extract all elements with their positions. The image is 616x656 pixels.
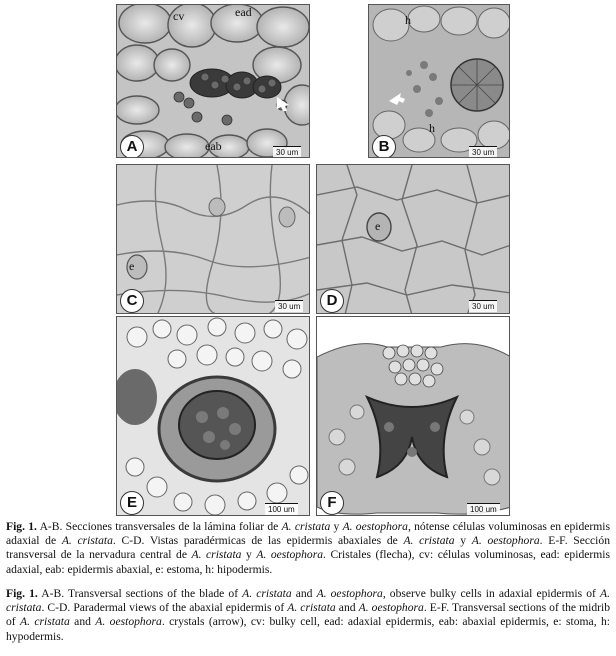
taxon-name: A. oestophora (95, 615, 162, 629)
panel-b-image (369, 5, 510, 158)
caption-text: . E-F. Transversal sections of the midrib of (6, 601, 610, 629)
caption-text: . Cristales (flecha), cv: células voluminosas, ead: epidermis adaxial, eab: epidermis abaxial, e: estoma, h: hipodermis. (6, 548, 611, 576)
caption-text: and (335, 601, 359, 615)
micrograph-panel-b (368, 4, 510, 158)
panel-label-f: F (320, 491, 344, 515)
panel-label-c: C (120, 289, 144, 313)
scale-bar-b: 30 um (469, 146, 497, 158)
micrograph-panel-f (316, 316, 510, 516)
taxon-name: A. cristata (403, 534, 455, 548)
caption-text: . crystals (arrow), cv: bulky cell, ead: adaxial epidermis, eab: abaxial epidermis, e: stoma, h: hypodermis. (6, 615, 610, 643)
annotation-ead: ead (235, 5, 252, 19)
micrograph-panel-e (116, 316, 310, 516)
figure-caption-spanish (6, 520, 610, 577)
annotation-e: e (375, 219, 381, 233)
caption-text: , observe bulky cells in adaxial epidermis of (382, 587, 601, 600)
panel-a-image (117, 5, 310, 158)
taxon-name: A. cristata (242, 587, 292, 600)
caption-text: . C-D. Vistas paradérmicas de las epidermis abaxiales de (112, 534, 404, 548)
caption-text: y (330, 520, 343, 533)
scale-bar-c: 30 um (275, 300, 303, 312)
caption-text: y (454, 534, 472, 548)
caption-text: and (69, 615, 96, 629)
caption-text: A-B. Transversal sections of the blade of (37, 587, 243, 600)
panel-e-image (117, 317, 310, 516)
scale-bar-a: 30 um (273, 146, 301, 158)
taxon-name: A. oestophora (342, 520, 408, 533)
annotation-h-bottom: h (429, 121, 435, 135)
taxon-name: A. oestophora (358, 601, 424, 615)
taxon-name: A. cristata (20, 615, 70, 629)
caption-text: . E-F. Sección transversal de la nervadura central de (6, 534, 610, 562)
annotation-cv: cv (173, 9, 185, 23)
micrograph-panel-c (116, 164, 310, 314)
figure-caption-english (6, 587, 610, 644)
taxon-name: A. cristata (287, 601, 336, 615)
caption-text: A-B. Secciones transversales de la lámina foliar de (36, 520, 282, 533)
annotation-eab: eab (205, 139, 222, 153)
caption-fig-label: Fig. 1. (6, 520, 37, 533)
taxon-name: A. cristata (281, 520, 331, 533)
panel-d-image (317, 165, 510, 314)
annotation-e: e (129, 259, 135, 273)
taxon-name: A. cristata (6, 587, 610, 615)
panel-label-a: A (120, 135, 144, 158)
caption-text: and (291, 587, 317, 600)
panel-label-e: E (120, 491, 144, 515)
panel-label-d: D (320, 289, 344, 313)
taxon-name: A. cristata (61, 534, 113, 548)
caption-text: y (241, 548, 257, 562)
taxon-name: A. oestophora (316, 587, 383, 600)
micrograph-panel-d (316, 164, 510, 314)
panel-f-image (317, 317, 510, 516)
scale-bar-d: 30 um (469, 300, 497, 312)
scale-bar-f: 100 um (467, 503, 500, 515)
micrograph-panel-a (116, 4, 310, 158)
panel-c-image (117, 165, 310, 314)
panel-label-b: B (372, 135, 396, 158)
caption-text: , nótense células voluminosas en epidermis adaxial de (6, 520, 611, 548)
taxon-name: A. oestophora (471, 534, 540, 548)
annotation-h-top: h (405, 13, 411, 27)
taxon-name: A. cristata (191, 548, 242, 562)
caption-text: . C-D. Paradermal views of the abaxial epidermis of (41, 601, 288, 615)
scale-bar-e: 100 um (265, 503, 298, 515)
caption-fig-label: Fig. 1. (6, 587, 38, 600)
taxon-name: A. oestophora (256, 548, 324, 562)
